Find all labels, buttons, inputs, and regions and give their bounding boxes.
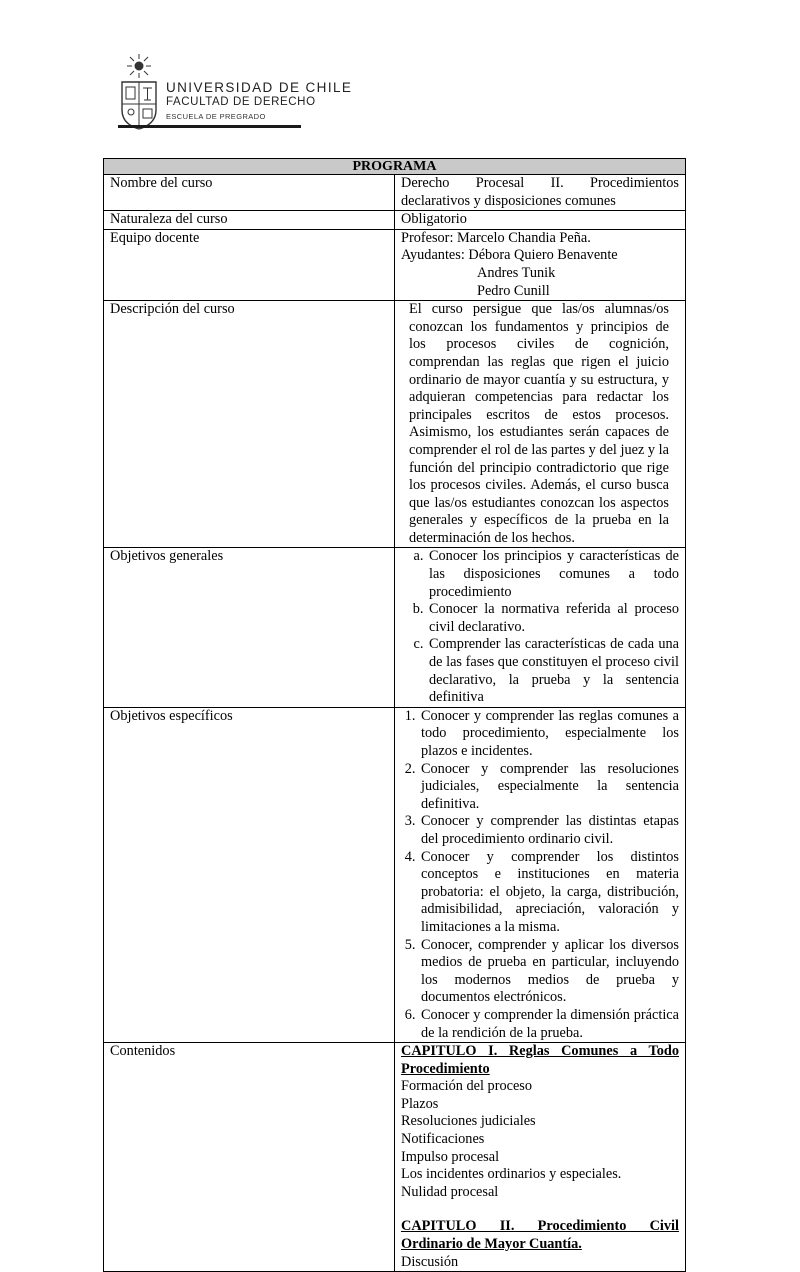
- assistants-line: Ayudantes: Débora Quiero Benavente: [401, 247, 618, 264]
- professor-line: Profesor: Marcelo Chandia Peña.: [401, 229, 591, 246]
- university-crest-logo: [118, 52, 160, 130]
- list-item: Discusión: [401, 1253, 459, 1270]
- nature-label: Naturaleza del curso: [104, 211, 395, 230]
- general-objectives-list: [401, 548, 679, 706]
- team-label: Equipo docente: [104, 229, 395, 300]
- university-name: UNIVERSIDAD DE CHILE: [166, 80, 353, 95]
- general-objectives-value: [395, 548, 686, 707]
- chapter-2-title: CAPITULO II. Procedimiento Civil Ordinario de Mayor Cuantía.: [401, 1218, 679, 1253]
- table-row: [104, 707, 686, 1042]
- list-item: 2. Conocer y comprender las resoluciones judiciales, especialmente la sentencia definitiva.: [419, 761, 679, 814]
- list-item: 1. Conocer y comprender las reglas comunes a todo procedimiento, especialmente los plazos e incidentes.: [419, 708, 679, 761]
- list-item: Notificaciones: [401, 1131, 485, 1148]
- list-item: 3. Conocer y comprender las distintas etapas del procedimiento ordinario civil.: [419, 813, 679, 848]
- list-item: b. Conocer la normativa referida al proceso civil declarativo.: [427, 601, 679, 636]
- description-label: Descripción del curso: [104, 301, 395, 548]
- nature-value: Obligatorio: [395, 211, 686, 230]
- course-name-label: Nombre del curso: [104, 175, 395, 211]
- list-item: a. Conocer los principios y características de las disposiciones comunes a todo procedimiento: [427, 548, 679, 601]
- list-item: Los incidentes ordinarios y especiales.: [401, 1166, 622, 1183]
- list-item: Impulso procesal: [401, 1148, 500, 1165]
- table-title-row: [104, 159, 686, 175]
- list-item: c. Comprender las características de cada una de las fases que constituyen el proceso civil declarativo, la prueba y la sentencia definitiva: [427, 636, 679, 706]
- list-item: 5. Conocer, comprender y aplicar los diversos medios de prueba en particular, incluyendo los modernos medios de prueba y documentos electrónicos.: [419, 937, 679, 1007]
- general-objectives-label: Objetivos generales: [104, 548, 395, 707]
- specific-objectives-list: [401, 708, 679, 1042]
- header-divider: [118, 125, 301, 128]
- list-item: Formación del proceso: [401, 1078, 533, 1095]
- table-row: [104, 548, 686, 707]
- faculty-name: FACULTAD DE DERECHO: [166, 96, 316, 108]
- description-value: El curso persigue que las/os alumnas/os conozcan los fundamentos y principios de los procesos civiles de cognición, comprendan las reglas que rigen el juicio ordinario de mayor cuantía y su estructura, y adquieran competencias para redactar los principales escritos de estos procesos. Asimismo, los estudiantes serán capaces de comprender el rol de las partes y del juez y la función del principio contradictorio que rige los procesos civiles. Además, el curso busca que las/os estudiantes conozcan los aspectos generales y específicos de la prueba en la determinación de los hechos.: [395, 301, 686, 548]
- specific-objectives-label: Objetivos específicos: [104, 707, 395, 1042]
- table-row: [104, 229, 686, 300]
- chapter-1-title: CAPITULO I. Reglas Comunes a Todo Procedimiento: [401, 1043, 679, 1077]
- list-item: 6. Conocer y comprender la dimensión práctica de la rendición de la prueba.: [419, 1007, 679, 1042]
- program-table: [103, 158, 686, 1272]
- list-item: Plazos: [401, 1095, 439, 1112]
- table-row: [104, 175, 686, 211]
- page-header: [118, 52, 353, 130]
- contents-value: [395, 1043, 686, 1272]
- list-item: Resoluciones judiciales: [401, 1113, 536, 1130]
- list-item: 4. Conocer y comprender los distintos conceptos e instituciones en materia probatoria: el objeto, la carga, distribución, admisibilidad, apreciación, valoración y limitaciones a la misma.: [419, 849, 679, 937]
- table-row: [104, 301, 686, 548]
- course-name-value: Derecho Procesal II. Procedimientos declarativos y disposiciones comunes: [395, 175, 686, 211]
- list-item: Nulidad procesal: [401, 1183, 499, 1200]
- specific-objectives-value: [395, 707, 686, 1042]
- table-row: [104, 211, 686, 230]
- assistant-line: Pedro Cunill: [477, 282, 550, 299]
- spacer: [401, 1201, 679, 1218]
- assistant-line: Andres Tunik: [477, 264, 556, 281]
- table-row: [104, 1043, 686, 1272]
- contents-label: Contenidos: [104, 1043, 395, 1272]
- table-title: PROGRAMA: [104, 159, 686, 175]
- team-value: [395, 229, 686, 300]
- school-name: ESCUELA DE PREGRADO: [166, 112, 266, 121]
